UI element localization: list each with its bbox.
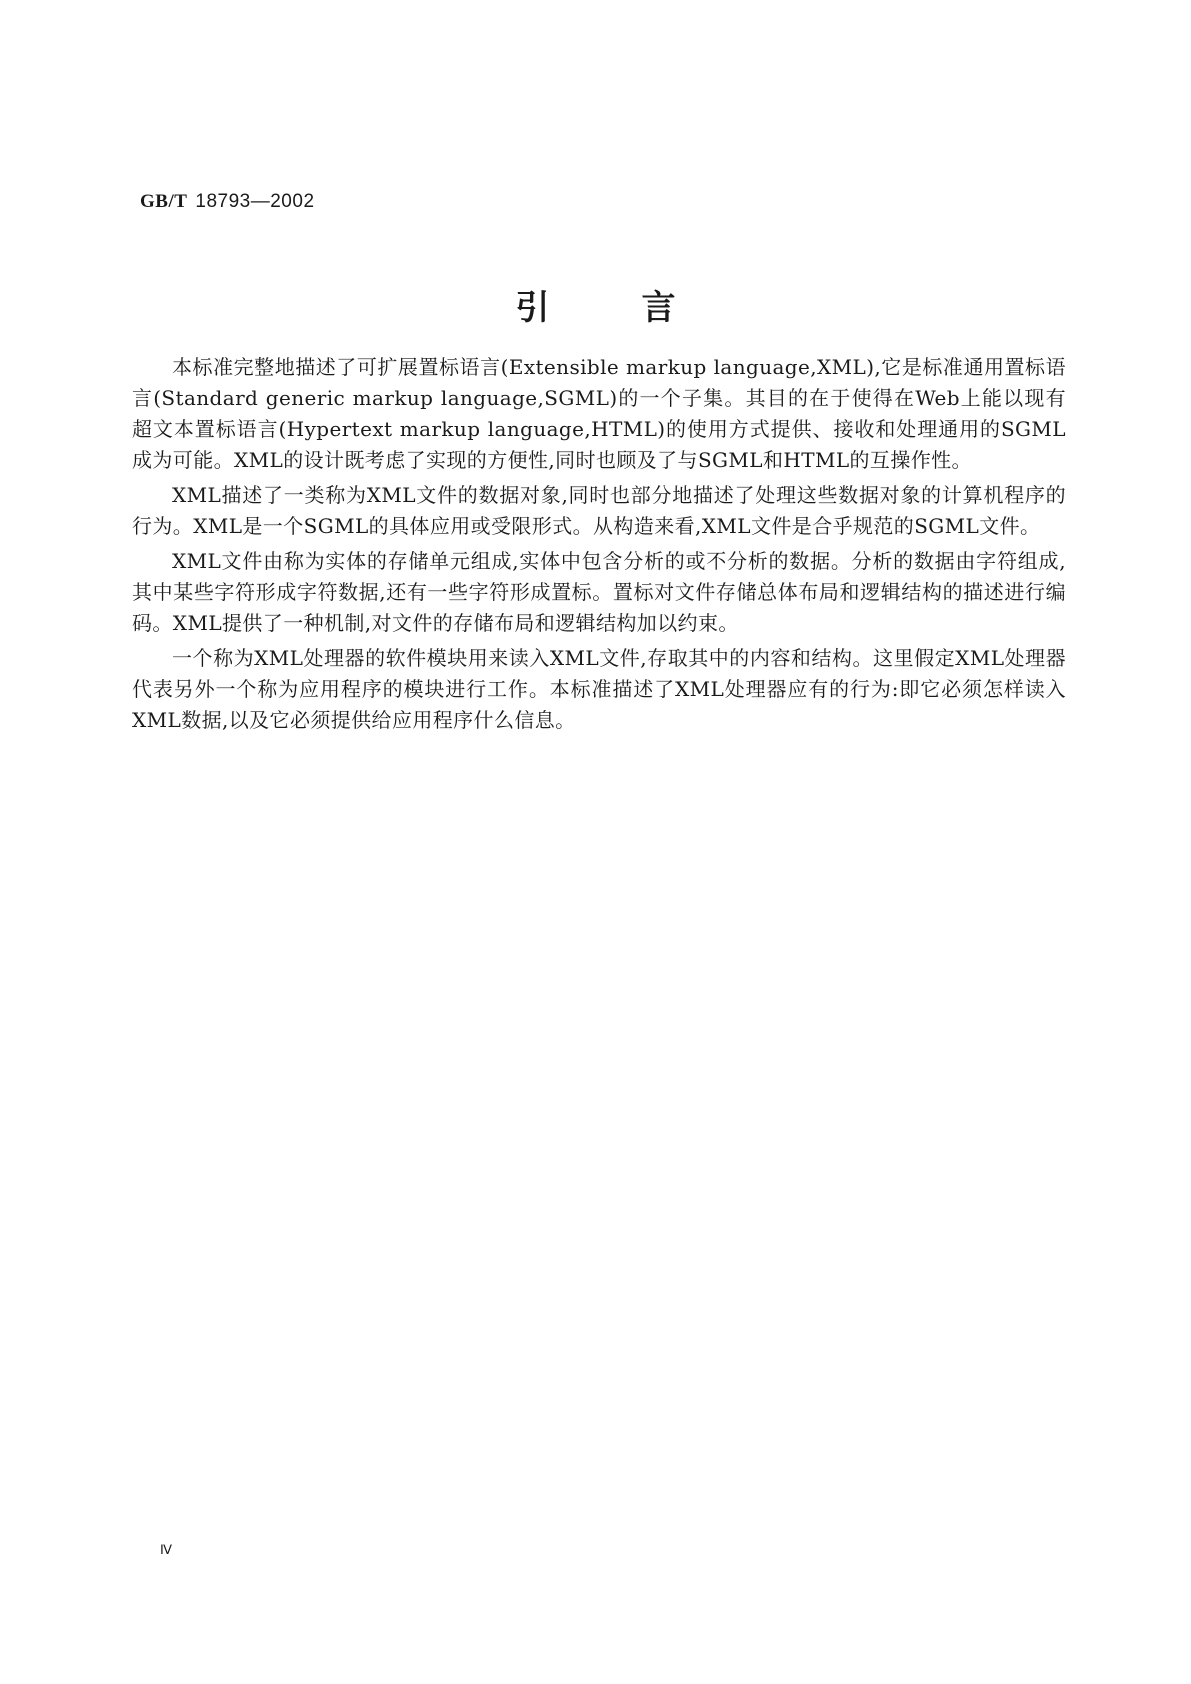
standard-code-header: [140, 190, 315, 213]
page-number: Ⅳ: [160, 1542, 172, 1557]
standard-prefix: GB/T: [140, 191, 188, 212]
introduction-body: [132, 352, 1066, 740]
paragraph-3: XML文件由称为实体的存储单元组成,实体中包含分析的或不分析的数据。分析的数据由字符组成,其中某些字符形成字符数据,还有一些字符形成置标。置标对文件存储总体布局和逻辑结构的描述进行编码。XML提供了一种机制,对文件的存储布局和逻辑结构加以约束。: [132, 549, 1066, 635]
paragraph-1: 本标准完整地描述了可扩展置标语言(Extensible markup language,XML),它是标准通用置标语言(Standard generic markup language,SGML)的一个子集。其目的在于使得在Web上能以现有超文本置标语言(Hypertext markup language,HTML)的使用方式提供、接收和处理通用的SGML成为可能。XML的设计既考虑了实现的方便性,同时也顾及了与SGML和HTML的互操作性。: [132, 355, 1066, 472]
paragraph-2: XML描述了一类称为XML文件的数据对象,同时也部分地描述了处理这些数据对象的计算机程序的行为。XML是一个SGML的具体应用或受限形式。从构造来看,XML文件是合乎规范的SGML文件。: [132, 483, 1066, 538]
standard-number: 18793—2002: [195, 191, 315, 212]
page-title: 引言: [515, 288, 768, 328]
paragraph-4: 一个称为XML处理器的软件模块用来读入XML文件,存取其中的内容和结构。这里假定XML处理器代表另外一个称为应用程序的模块进行工作。本标准描述了XML处理器应有的行为:即它必须怎样读入XML数据,以及它必须提供给应用程序什么信息。: [132, 646, 1066, 732]
